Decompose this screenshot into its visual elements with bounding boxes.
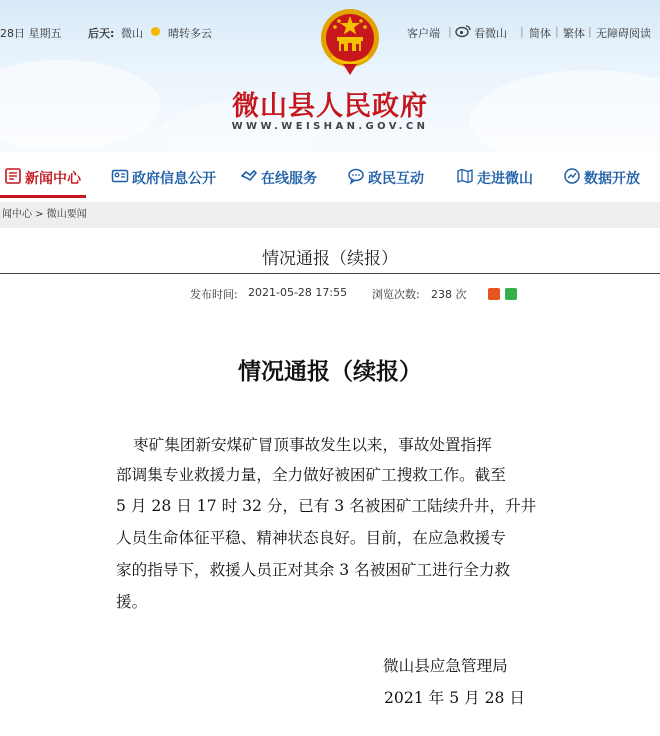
document-line: 援。 [116,593,148,611]
site-header [0,0,660,152]
weibo-icon[interactable] [455,24,471,41]
nav-item-online-service[interactable] [240,168,317,188]
divider: | [555,25,559,38]
published-value: 2021-05-28 17:55 [248,286,348,299]
document-line: 枣矿集团新安煤矿冒顶事故发生以来，事故处置指挥 [133,436,492,454]
nav-active-indicator [0,195,86,198]
simplified-link[interactable]: 简体 [529,27,551,40]
date-text: 28日 星期五 [0,27,62,40]
signature-org: 微山县应急管理局 [383,657,508,675]
chat-icon [347,167,365,189]
published-label: 发布时间: [190,288,238,301]
document-line: 人员生命体征平稳、精神状态良好。目前，在应急救援专 [116,529,506,547]
newspaper-icon [4,167,22,189]
nav-label: 走进微山 [477,171,533,187]
site-title: 微山县人民政府 [232,91,428,122]
breadcrumb-text[interactable]: 闻中心 > 微山要闻 [2,209,87,220]
sun-icon [148,24,163,37]
divider: | [448,25,452,38]
nav-label: 在线服务 [261,171,317,187]
weather-city: 微山 [121,27,143,40]
signature-date: 2021 年 5 月 28 日 [384,689,526,707]
accessible-reading-link[interactable]: 无障碍阅读 [596,27,651,40]
nav-item-interaction[interactable] [347,168,424,188]
data-icon [563,167,581,189]
views-value: 238 次 [431,288,467,301]
national-emblem-icon [319,7,381,77]
nav-label: 新闻中心 [25,171,81,187]
info-card-icon [111,167,129,189]
views-label: 浏览次数: [372,288,420,301]
document-heading: 情况通报（续报） [238,358,422,385]
nav-item-news-center[interactable] [4,168,81,188]
site-domain: WWW.WEISHAN.GOV.CN [231,121,429,132]
map-icon [456,167,474,189]
divider: | [588,25,592,38]
page-title: 情况通报（续报） [262,249,398,269]
share-wechat-icon[interactable] [505,288,517,300]
traditional-link[interactable]: 繁体 [563,27,585,40]
weather-desc: 晴转多云 [168,27,212,40]
client-link[interactable]: 客户端 [407,27,440,40]
breadcrumb[interactable] [0,202,660,228]
weather-label: 后天: [88,27,115,40]
nav-label: 政民互动 [368,171,424,187]
nav-label: 政府信息公开 [132,171,216,187]
nav-item-about-weishan[interactable] [456,168,533,188]
document-line: 家的指导下，救援人员正对其余 3 名被困矿工进行全力救 [116,561,511,579]
document-line: 5 月 28 日 17 时 32 分，已有 3 名被困矿工陆续升井，升井 [116,497,537,515]
weibo-link[interactable]: 看微山 [474,27,507,40]
nav-item-gov-info[interactable] [111,168,216,188]
document-line: 部调集专业救援力量，全力做好被困矿工搜救工作。截至 [116,466,506,484]
handshake-icon [240,167,258,189]
nav-label: 数据开放 [584,171,640,187]
divider: | [520,25,524,38]
nav-item-open-data[interactable] [563,168,640,188]
main-nav [0,152,660,202]
divider [0,273,660,274]
share-weibo-icon[interactable] [488,288,500,300]
